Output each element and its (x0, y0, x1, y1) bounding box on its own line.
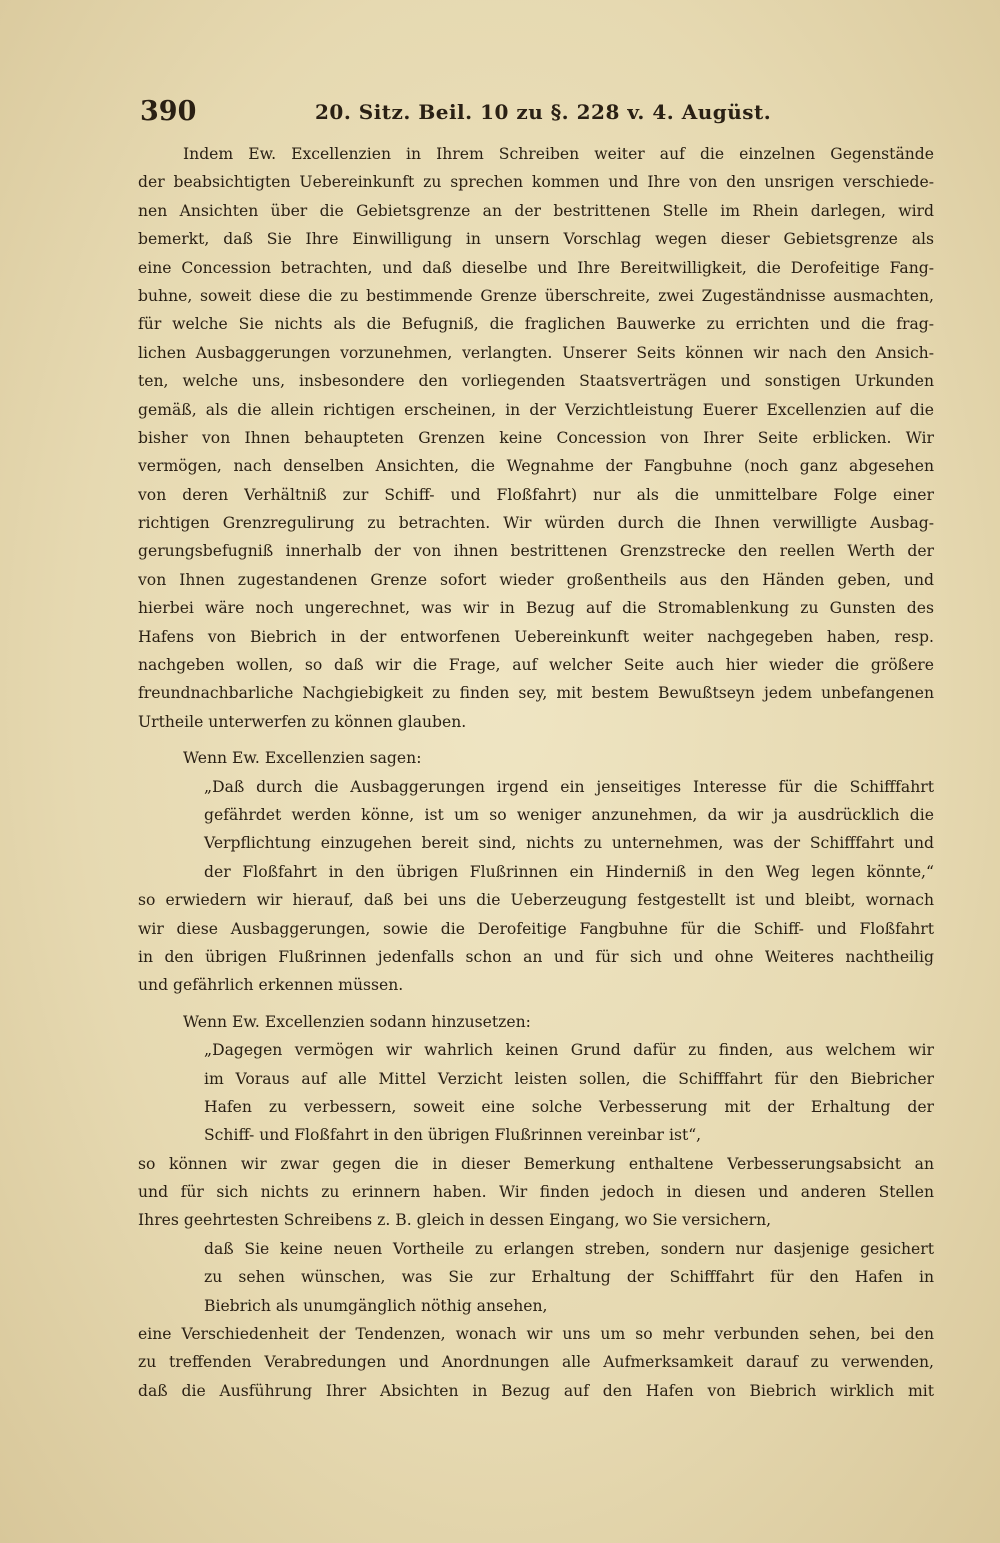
page-body (138, 140, 934, 1405)
paragraph-3 (138, 1008, 934, 1405)
quote-line: „Dagegen vermögen wir wahrlich keinen Grund dafür zu finden, aus welchem wir (204, 1041, 934, 1060)
text-line: eine Verschiedenheit der Tendenzen, wonach wir uns um so mehr verbunden sehen, bei den (138, 1325, 934, 1344)
quote-line: Schiff- und Floßfahrt in den übrigen Flußrinnen vereinbar ist“, (204, 1126, 702, 1145)
text-line: bisher von Ihnen behaupteten Grenzen keine Concession von Ihrer Seite erblicken. Wir (138, 428, 934, 447)
block-quote-1 (138, 773, 934, 887)
text-line: vermögen, nach denselben Ansichten, die Wegnahme der Fangbuhne (noch ganz abgesehen (138, 457, 934, 476)
text-line: so erwiedern wir hierauf, daß bei uns die Ueberzeugung festgestellt ist und bleibt, wornach (138, 891, 934, 910)
text-line: gemäß, als die allein richtigen erscheinen, in der Verzichtleistung Euerer Excellenzien auf die (138, 400, 934, 419)
text-line: ten, welche uns, insbesondere den vorliegenden Staatsverträgen und sonstigen Urkunden (138, 372, 934, 391)
text-line: eine Concession betrachten, und daß dieselbe und Ihre Bereitwilligkeit, die Derofeitige Fang- (138, 258, 934, 277)
text-line: nen Ansichten über die Gebietsgrenze an der bestrittenen Stelle im Rhein darlegen, wird (138, 201, 934, 220)
quote-line: zu sehen wünschen, was Sie zur Erhaltung der Schifffahrt für den Hafen in (204, 1268, 934, 1287)
text-line: freundnachbarliche Nachgiebigkeit zu finden sey, mit bestem Bewußtseyn jedem unbefangenen (138, 684, 934, 703)
text-line: Urtheile unterwerfen zu können glauben. (138, 712, 467, 731)
text-line: und gefährlich erkennen müssen. (138, 976, 404, 995)
running-head: 20. Sitz. Beil. 10 zu §. 228 v. 4. Augüst. (315, 100, 772, 124)
quote-line: im Voraus auf alle Mittel Verzicht leisten sollen, die Schifffahrt für den Biebricher (204, 1069, 934, 1088)
text-line: Ihres geehrtesten Schreibens z. B. gleich in dessen Eingang, wo Sie versichern, (138, 1211, 772, 1230)
text-line: richtigen Grenzregulirung zu betrachten. Wir würden durch die Ihnen verwilligte Ausbag- (138, 514, 934, 533)
text-line: wir diese Ausbaggerungen, sowie die Derofeitige Fangbuhne für die Schiff- und Floßfahrt (138, 919, 934, 938)
quote-line: Verpflichtung einzugehen bereit sind, nichts zu unternehmen, was der Schifffahrt und (204, 834, 934, 853)
text-line: Indem Ew. Excellenzien in Ihrem Schreiben weiter auf die einzelnen Gegenstände (183, 145, 934, 163)
quote-line: Hafen zu verbessern, soweit eine solche Verbesserung mit der Erhaltung der (204, 1097, 934, 1116)
text-line: Wenn Ew. Excellenzien sagen: (183, 749, 422, 768)
text-line: der beabsichtigten Uebereinkunft zu sprechen kommen und Ihre von den unsrigen verschiede- (138, 173, 934, 192)
text-line: buhne, soweit diese die zu bestimmende Grenze überschreite, zwei Zugeständnisse ausmachten, (138, 286, 934, 305)
text-line: Hafens von Biebrich in der entworfenen Uebereinkunft weiter nachgegeben haben, resp. (138, 627, 934, 646)
text-line: lichen Ausbaggerungen vorzunehmen, verlangten. Unserer Seits können wir nach den Ansich- (138, 343, 934, 362)
text-line: zu treffenden Verabredungen und Anordnungen alle Aufmerksamkeit darauf zu verwenden, (138, 1353, 934, 1372)
page-number: 390 (140, 96, 197, 127)
quote-line: der Floßfahrt in den übrigen Flußrinnen ein Hinderniß in den Weg legen könnte,“ (204, 862, 934, 881)
text-line: für welche Sie nichts als die Befugniß, die fraglichen Bauwerke zu errichten und die frag- (138, 315, 934, 334)
quote-line: gefährdet werden könne, ist um so weniger anzunehmen, da wir ja ausdrücklich die (204, 805, 934, 824)
paragraph-1 (138, 140, 934, 736)
text-line: daß die Ausführung Ihrer Absichten in Bezug auf den Hafen von Biebrich wirklich mit (138, 1381, 934, 1400)
text-line: nachgeben wollen, so daß wir die Frage, auf welcher Seite auch hier wieder die größere (138, 656, 934, 675)
text-line: hierbei wäre noch ungerechnet, was wir in Bezug auf die Stromablenkung zu Gunsten des (138, 599, 934, 618)
block-quote-2 (138, 1036, 934, 1150)
quote-line: Biebrich als unumgänglich nöthig ansehen, (204, 1296, 548, 1315)
text-line: in den übrigen Flußrinnen jedenfalls schon an und für sich und ohne Weiteres nachtheilig (138, 947, 934, 966)
paragraph-2 (138, 744, 934, 1000)
quote-line: „Daß durch die Ausbaggerungen irgend ein jenseitiges Interesse für die Schifffahrt (204, 777, 934, 796)
text-line: Wenn Ew. Excellenzien sodann hinzusetzen: (183, 1012, 531, 1031)
quote-line: daß Sie keine neuen Vortheile zu erlangen streben, sondern nur dasjenige gesichert (204, 1239, 934, 1258)
text-line: so können wir zwar gegen die in dieser Bemerkung enthaltene Verbesserungsabsicht an (138, 1154, 934, 1173)
text-line: von Ihnen zugestandenen Grenze sofort wieder großentheils aus den Händen geben, und (138, 570, 934, 589)
text-line: von deren Verhältniß zur Schiff- und Floßfahrt) nur als die unmittelbare Folge einer (138, 485, 934, 504)
text-line: gerungsbefugniß innerhalb der von ihnen bestrittenen Grenzstrecke den reellen Werth der (138, 542, 934, 561)
text-line: und für sich nichts zu erinnern haben. Wir finden jedoch in diesen und anderen Stellen (138, 1183, 934, 1202)
page-header (140, 96, 940, 132)
text-line: bemerkt, daß Sie Ihre Einwilligung in unsern Vorschlag wegen dieser Gebietsgrenze als (138, 230, 934, 249)
block-quote-3 (138, 1235, 934, 1320)
